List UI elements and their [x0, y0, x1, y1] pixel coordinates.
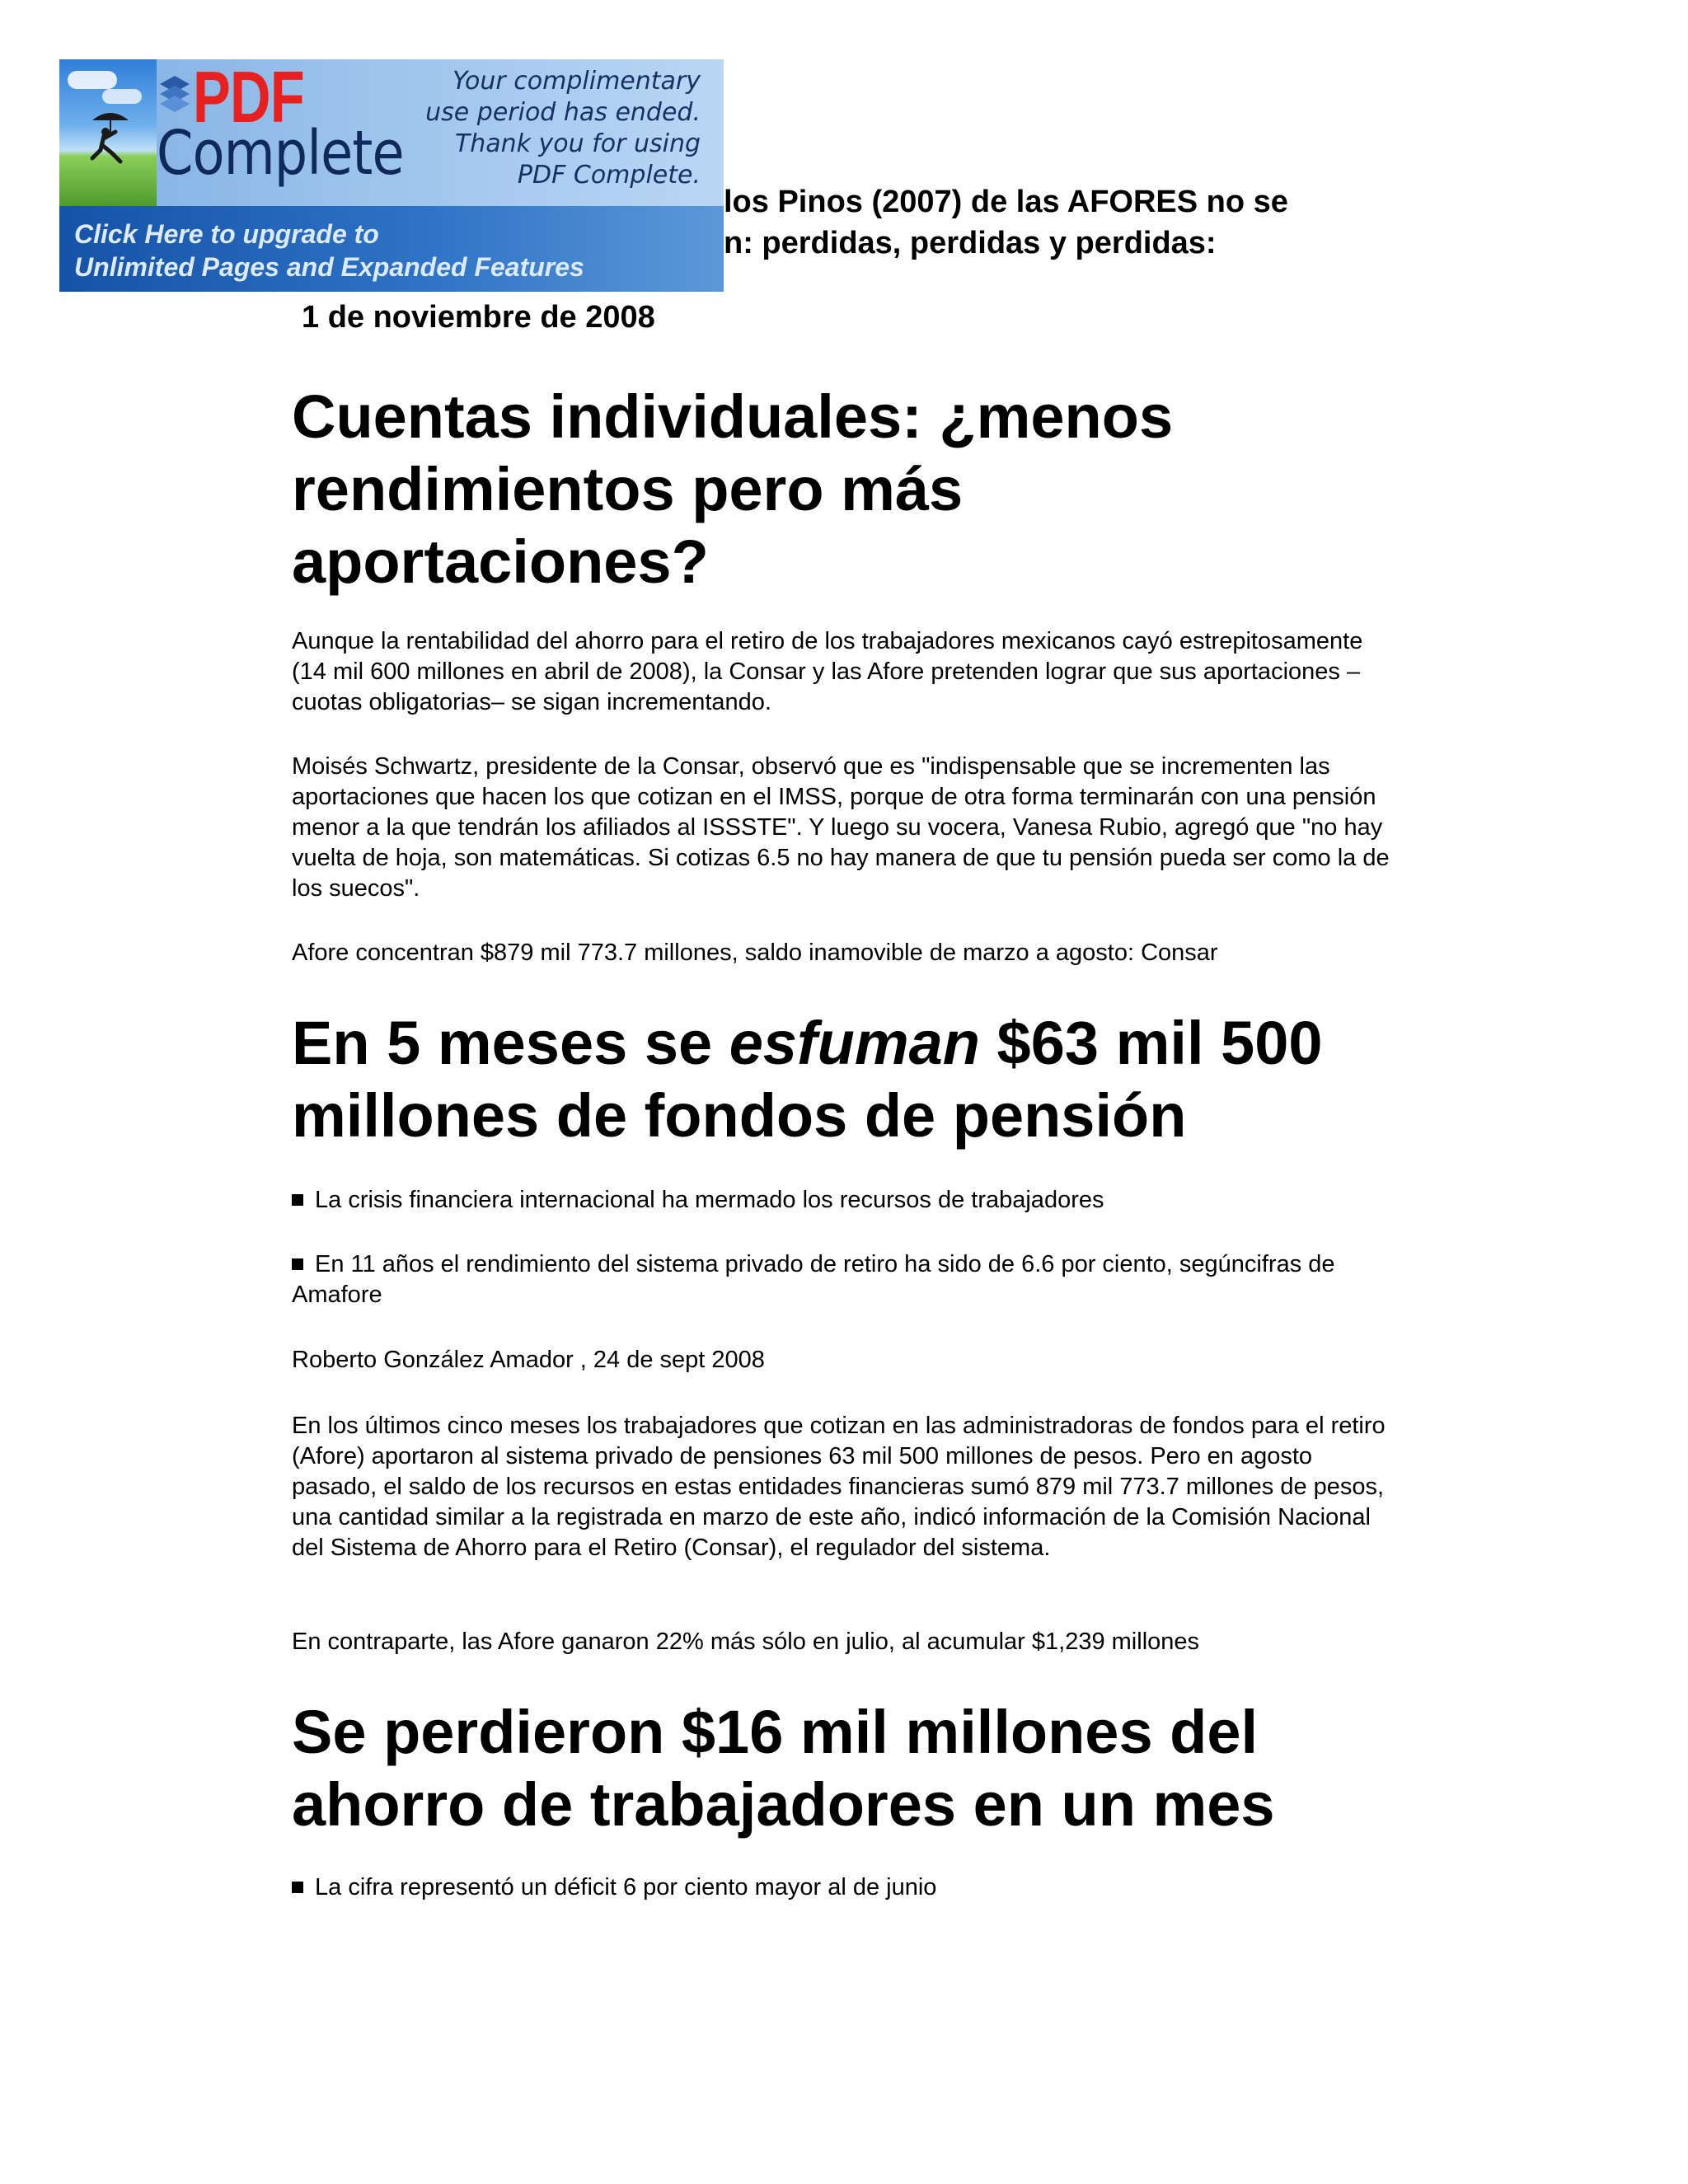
article-2-byline: Roberto González Amador , 24 de sept 2008: [292, 1347, 765, 1373]
article-2-bullet-1-row: [292, 1185, 1396, 1216]
article-1-paragraph-1: Aunque la rentabilidad del ahorro para el retiro de los trabajadores mexicanos cayó estrepitosamente (14 mil 600 millones en abril de 2008), la Consar y las Afore pretenden lograr que sus aportaciones –cuotas obligatorias– se sigan incrementando.: [292, 628, 1363, 715]
upgrade-link-text: Click Here to upgrade to Unlimited Pages and Expanded Features: [74, 219, 584, 282]
article-2: [292, 1007, 1396, 1152]
pdf-complete-upgrade-banner[interactable]: [59, 59, 724, 292]
article-2-title: [292, 1007, 1396, 1152]
article-1-body: [292, 626, 1396, 718]
banner-top: [59, 59, 724, 206]
list-item: [292, 1185, 1396, 1216]
list-item: [292, 1872, 1396, 1903]
upgrade-link[interactable]: [59, 206, 724, 292]
article-2-bullet-2: En 11 años el rendimiento del sistema privado de retiro ha sido de 6.6 por ciento, segúncifras de Amafore: [292, 1251, 1335, 1308]
article-1-title: Cuentas individuales: ¿menos rendimientos pero más aportaciones?: [292, 382, 1174, 596]
trial-ended-notice: Your complimentary use period has ended. Thank you for using PDF Complete.: [425, 67, 701, 190]
article-2-body-2: [292, 1627, 1396, 1657]
article-1-body-3: [292, 938, 1396, 968]
bullet-square-icon: [292, 1882, 303, 1893]
article-1: [292, 381, 1396, 598]
document-date: 1 de noviembre de 2008: [302, 300, 655, 335]
bullet-square-icon: [292, 1194, 303, 1206]
article-1-paragraph-3: Afore concentran $879 mil 773.7 millones, saldo inamovible de marzo a agosto: Consar: [292, 940, 1218, 966]
article-2-paragraph-2: En contraparte, las Afore ganaron 22% más sólo en julio, al acumular $1,239 millones: [292, 1629, 1200, 1655]
article-2-title-emphasis: esfuman: [729, 1009, 980, 1077]
article-3-bullet-1: La cifra representó un déficit 6 por ciento mayor al de junio: [315, 1874, 937, 1900]
complete-logo-text: Complete: [157, 118, 404, 189]
list-item: [292, 1249, 1396, 1310]
article-1-body-2: [292, 752, 1396, 904]
article-2-bullet-1: La crisis financiera internacional ha mermado los recursos de trabajadores: [315, 1187, 1104, 1213]
bullet-square-icon: [292, 1258, 303, 1270]
article-2-title-end: $63 mil 500 millones de fondos de pensión: [292, 1009, 1323, 1150]
article-1-paragraph-2: Moisés Schwartz, presidente de la Consar, observó que es "indispensable que se incrementen las aportaciones que hacen los que cotizan en el IMSS, porque de otra forma terminarán con una pensión menor a la que tendrán los afiliados al ISSSTE". Y luego su vocera, Vanesa Rubio, agregó que "no hay vuelta de hoja, son matemáticas. Si cotizas 6.5 no hay manera de que tu pensión pueda ser como la de los suecos".: [292, 753, 1390, 902]
pdf-logo-text: PDF: [193, 59, 304, 138]
banner-photo: [59, 59, 157, 206]
article-3-bullet-1-row: [292, 1872, 1396, 1903]
document-header-partial: los Pinos (2007) de las AFORES no se n: perdidas, perdidas y perdidas:: [724, 185, 1288, 260]
layers-icon: [157, 73, 193, 122]
article-2-bullet-2-row: [292, 1249, 1396, 1310]
article-2-title-start: En 5 meses se: [292, 1009, 729, 1077]
article-3-title: Se perdieron $16 mil millones del ahorro de trabajadores en un mes: [292, 1698, 1275, 1839]
article-2-byline-row: [292, 1345, 1396, 1376]
jumping-man-icon: [87, 107, 134, 168]
article-2-body: [292, 1411, 1396, 1563]
article-2-paragraph-1: En los últimos cinco meses los trabajadores que cotizan en las administradoras de fondos para el retiro (Afore) aportaron al sistema privado de pensiones 63 mil 500 millones de pesos. Pero en agosto pasado, el saldo de los recursos en estas entidades financieras sumó 879 mil 773.7 millones de pesos, una cantidad similar a la registrada en marzo de este año, indicó información de la Comisión Nacional del Sistema de Ahorro para el Retiro (Consar), el regulador del sistema.: [292, 1413, 1386, 1561]
article-3: [292, 1696, 1396, 1841]
